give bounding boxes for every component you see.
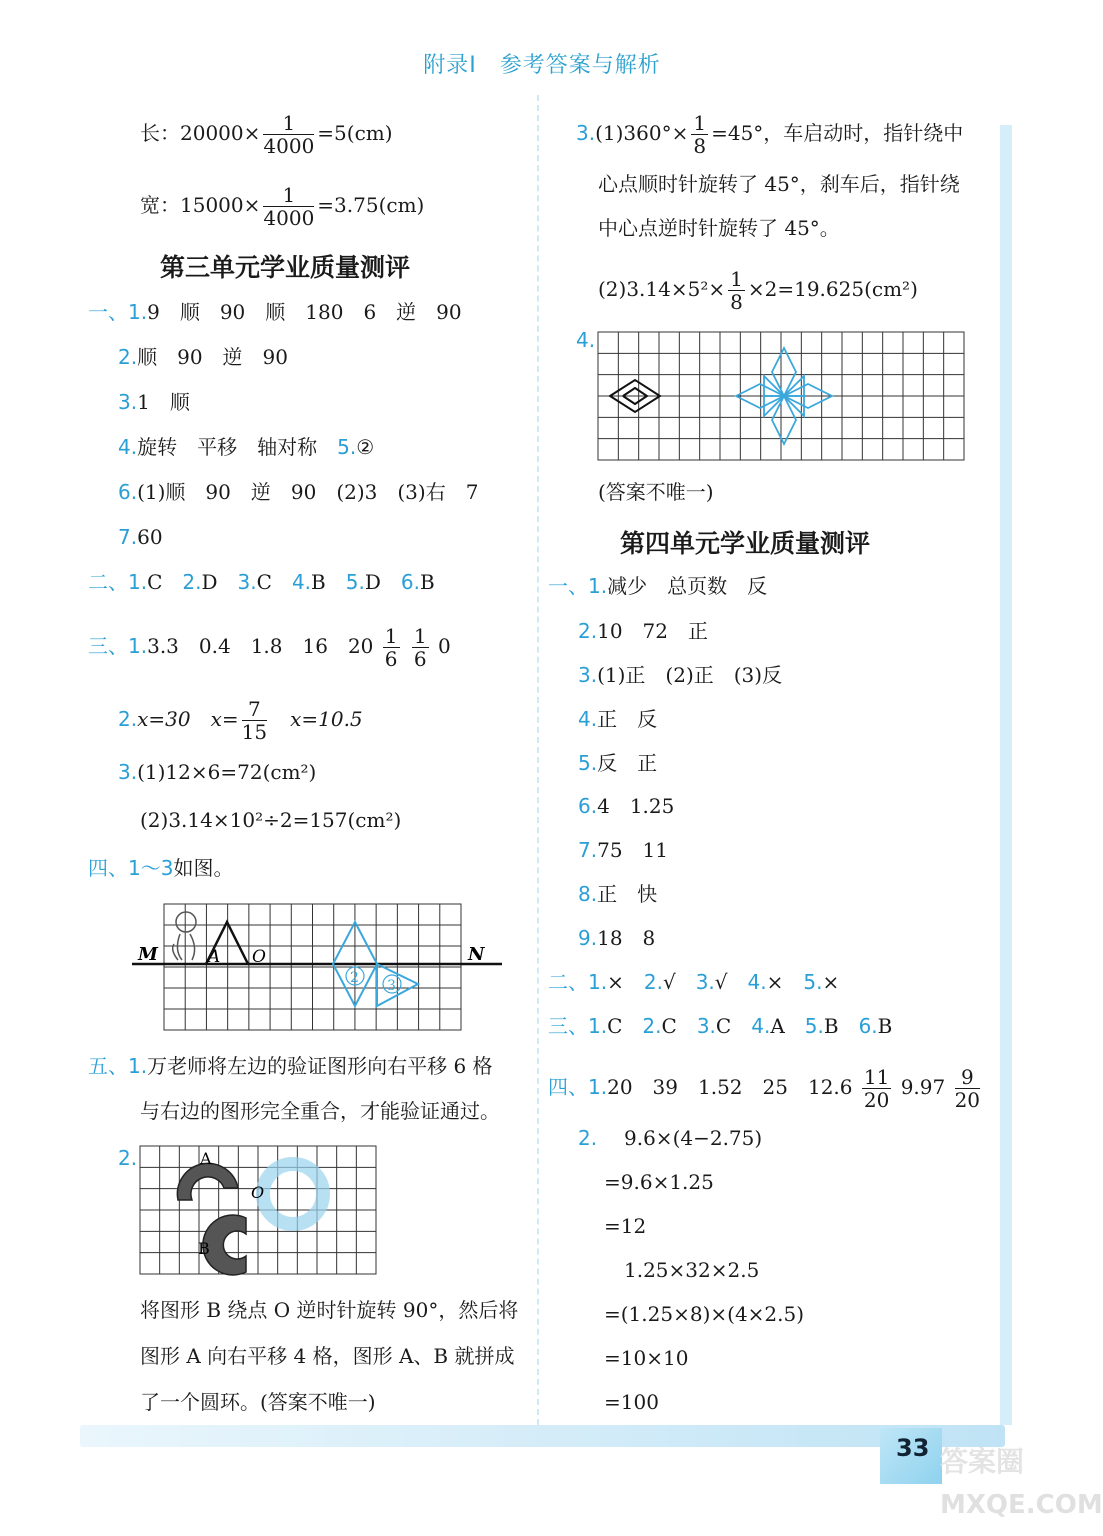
s5-q1a: 五、1.万老师将左边的验证图形向右平移 6 格 [88, 1054, 493, 1078]
label-a: A [208, 947, 221, 967]
unit4-title: 第四单元学业质量测评 [620, 529, 871, 558]
u3-answers: 三、1.C 2.C 3.C 4.A 5.B 6.B [548, 1014, 893, 1038]
answer-length: 长：20000× $\frac{1}{4000}$ =5(cm) [140, 111, 393, 158]
s5-q2b: 图形 A 向右平移 4 格，图形 A、B 就拼成 [140, 1344, 515, 1368]
u1-q4: 4.正 反 [578, 707, 658, 731]
s5-q2c: 了一个圆环。(答案不唯一) [140, 1390, 376, 1414]
light-ring [263, 1164, 323, 1224]
s3-q3b: (2)3.14×10²÷2=157(cm²) [140, 808, 402, 832]
u1-q7: 7.75 11 [578, 838, 668, 862]
label-2: 2 [350, 970, 359, 986]
s1-q7: 7.60 [118, 525, 163, 549]
s1-q2: 2.顺 90 逆 90 [118, 345, 288, 369]
s3-q2: 2.x=30 x= $\frac{7}{15}$ x=10.5 [118, 697, 363, 744]
monkey-icon [173, 912, 196, 960]
r-q3-line1: 3.(1)360°× $\frac{1}{8}$ =45°，车启动时，指针绕中 [576, 111, 964, 158]
s5-q2-number: 2. [118, 1146, 138, 1170]
u1-q8: 8.正 快 [578, 882, 658, 906]
s3-q1: 三、1.3.3 0.4 1.8 16 20 $\frac{1}{6}$ $\frac{1}{6}$ 0 [88, 624, 451, 671]
label-point-o: O [251, 1183, 265, 1202]
u4-q2-step6: =10×10 [604, 1346, 689, 1370]
u1-q9: 9.18 8 [578, 926, 656, 950]
watermark-logo: 答案圈 [940, 1445, 1025, 1478]
u1-q1: 一、1.减少 总页数 反 [548, 574, 768, 598]
s4-label: 四、1～3如图。 [88, 856, 234, 880]
s2-answers: 二、1.C 2.D 3.C 4.B 5.D 6.B [88, 570, 435, 594]
u1-q2: 2.10 72 正 [578, 619, 708, 643]
s1-q4-q5: 4.旋转 平移 轴对称 5.② [118, 435, 375, 459]
u4-q2-number: 2. [578, 1126, 598, 1150]
figure-rotation-grid [130, 900, 510, 1035]
r-q3-line3: 中心点逆时针旋转了 45°。 [598, 216, 840, 240]
column-divider [537, 95, 539, 1425]
u2-answers: 二、1.× 2.√ 3.√ 4.× 5.× [548, 970, 840, 994]
u4-q2-step3: =12 [604, 1214, 647, 1238]
s1-q3: 3.1 顺 [118, 390, 190, 414]
s5-q1b: 与右边的图形完全重合，才能验证通过。 [140, 1099, 500, 1123]
r-q3-line2: 心点顺时针旋转了 45°，刹车后，指针绕 [598, 172, 960, 196]
u1-q6: 6.4 1.25 [578, 794, 675, 818]
unit3-title: 第三单元学业质量测评 [160, 253, 411, 282]
watermark-url: MXQE.COM [940, 1490, 1103, 1520]
s3-q3a: 3.(1)12×6=72(cm²) [118, 760, 317, 784]
u4-q2-step1: 9.6×(4−2.75) [624, 1126, 763, 1150]
footer-bar [80, 1425, 1005, 1447]
u1-q5: 5.反 正 [578, 751, 658, 775]
label-m: M [138, 944, 158, 965]
label-n: N [468, 944, 485, 965]
page-number: 33 [896, 1434, 930, 1462]
grid-lines-2 [140, 1146, 376, 1274]
s1-q6: 6.(1)顺 90 逆 90 (2)3 (3)右 7 [118, 480, 479, 504]
right-margin-bar [1000, 125, 1012, 1425]
grid-lines [164, 904, 461, 1030]
u4-q2-step5: =(1.25×8)×(4×2.5) [604, 1302, 805, 1326]
figure-ring-grid [138, 1142, 380, 1278]
r-q4-note: (答案不唯一) [598, 480, 714, 504]
figure-symmetry-grid [594, 328, 968, 464]
u4-q1: 四、1.20 39 1.52 25 12.6 $\frac{11}{20}$ 9.97 $\frac{9}{20}$ [548, 1065, 981, 1112]
r-q3-part2: (2)3.14×5²× $\frac{1}{8}$ ×2=19.625(cm²) [598, 267, 918, 314]
u4-q2-step7: =100 [604, 1390, 659, 1414]
label-shape-a: A [200, 1149, 212, 1168]
label-shape-b: B [198, 1239, 210, 1258]
u1-q3: 3.(1)正 (2)正 (3)反 [578, 663, 783, 687]
r-q4-number: 4. [576, 328, 596, 352]
s5-q2a: 将图形 B 绕点 O 逆时针旋转 90°，然后将 [140, 1298, 519, 1322]
answer-width: 宽：15000× $\frac{1}{4000}$ =3.75(cm) [140, 183, 425, 230]
label-3: 3 [387, 978, 396, 994]
u4-q2-step4: 1.25×32×2.5 [624, 1258, 760, 1282]
label-o: O [252, 947, 266, 967]
page-header: 附录Ⅰ 参考答案与解析 [423, 53, 661, 78]
shape-a [177, 1163, 238, 1200]
u4-q2-step2: =9.6×1.25 [604, 1170, 714, 1194]
s1-q1: 一、1.9 顺 90 顺 180 6 逆 90 [88, 300, 462, 324]
